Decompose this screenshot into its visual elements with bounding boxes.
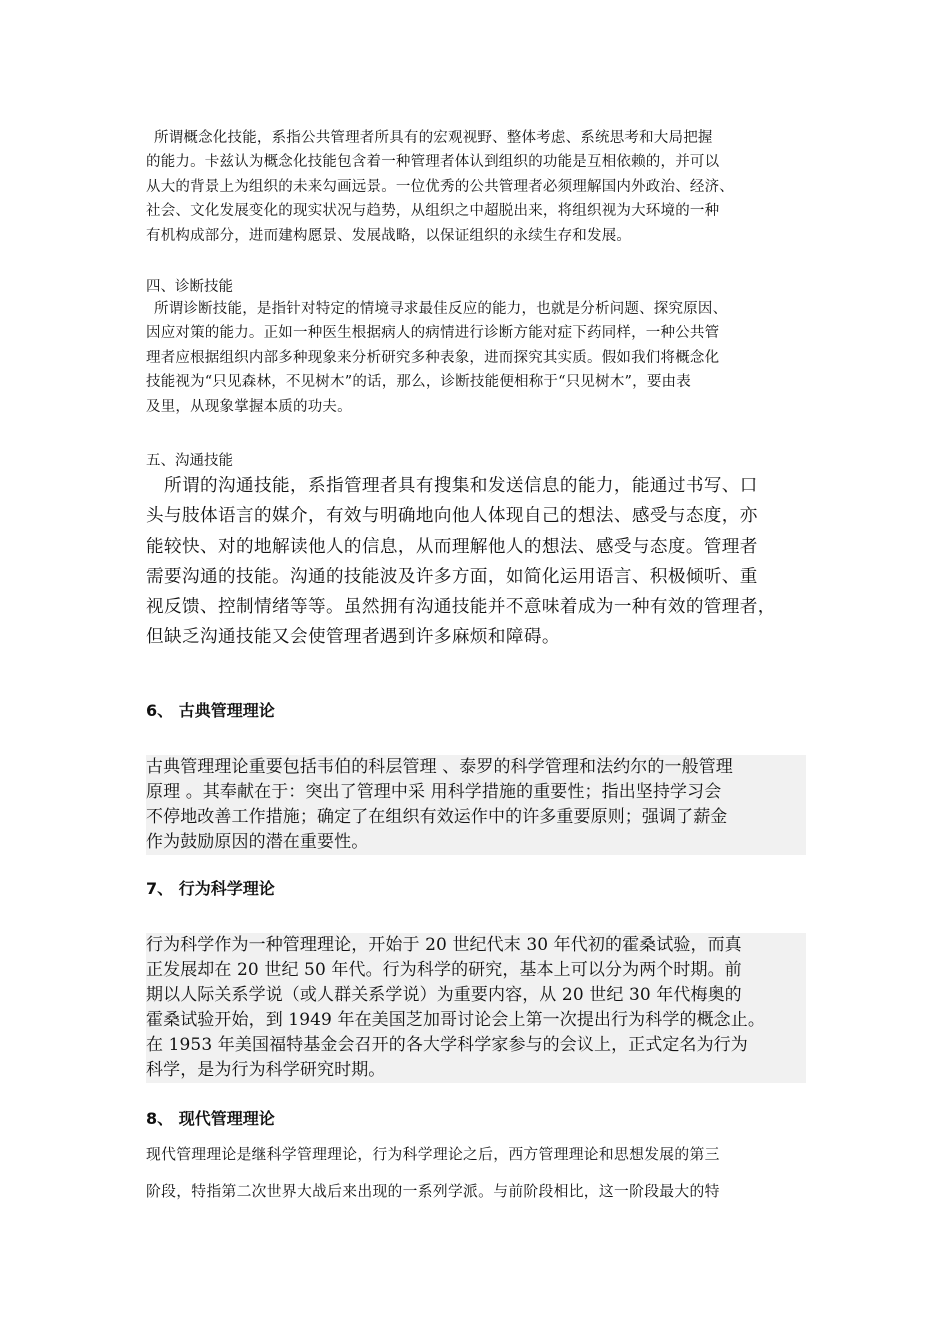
text-line: 技能视为“只见森林，不见树木”的话，那么，诊断技能便相称于“只见树木”，要由表 [146,374,691,391]
text-line: 理者应根据组织内部多种现象来分析研究多种表象，进而探究其实质。假如我们将概念化 [146,349,720,366]
text-line: 所谓的沟通技能，系指管理者具有搜集和发送信息的能力，能通过书写、口 [164,476,758,496]
text-line: 从大的背景上为组织的未来勾画远景。一位优秀的公共管理者必须理解国内外政治、经济、 [146,178,734,195]
text-line: 有机构成部分，进而建构愿景、发展战略，以保证组织的永续生存和发展。 [146,227,632,244]
text-line: 不停地改善工作措施；确定了在组织有效运作中的许多重要原则；强调了薪金 [146,807,728,827]
section-title-classical-theory: 6、 古典管理理论 [146,701,275,720]
text-line: 及里，从现象掌握本质的功夫。 [146,398,352,415]
heading-diagnostic-skill: 四、诊断技能 [146,279,233,295]
text-line: 但缺乏沟通技能又会使管理者遇到许多麻烦和障碍。 [146,627,560,648]
text-line: 阶段，特指第二次世界大战后来出现的一系列学派。与前阶段相比，这一阶段最大的特 [146,1183,720,1200]
text-line: 原理 。其奉献在于：突出了管理中采 用科学措施的重要性；指出坚持学习会 [146,782,722,802]
text-line: 在 1953 年美国福特基金会召开的各大学科学家参与的会议上，正式定名为行为 [146,1035,748,1055]
text-line: 所谓概念化技能，系指公共管理者所具有的宏观视野、整体考虑、系统思考和大局把握 [154,130,713,146]
section-title-modern-theory: 8、 现代管理理论 [146,1109,275,1128]
text-line: 科学，是为行为科学研究时期。 [146,1060,386,1080]
text-line: 视反馈、控制情绪等等。虽然拥有沟通技能并不意味着成为一种有效的管理者， [146,597,776,618]
text-line: 需要沟通的技能。沟通的技能波及许多方面，如简化运用语言、积极倾听、重 [146,566,758,587]
text-line: 霍桑试验开始，到 1949 年在美国芝加哥讨论会上第一次提出行为科学的概念止。 [146,1010,765,1030]
text-line: 社会、文化发展变化的现实状况与趋势，从组织之中超脱出来，将组织视为大环境的一种 [146,203,720,220]
text-line: 所谓诊断技能，是指针对特定的情境寻求最佳反应的能力，也就是分析问题、探究原因、 [154,301,728,317]
paragraph-behavioral-science [146,933,806,1083]
text-line: 正发展却在 20 世纪 50 年代。行为科学的研究，基本上可以分为两个时期。前 [146,960,742,980]
text-line: 头与肢体语言的媒介，有效与明确地向他人体现自己的想法、感受与态度，亦 [146,506,758,527]
paragraph-diagnostic-skill [146,297,826,419]
heading-communication-skill: 五、沟通技能 [146,453,233,469]
text-line: 期以人际关系学说（或人群关系学说）为重要内容，从 20 世纪 30 年代梅奥的 [146,985,742,1005]
paragraph-communication-skill [146,471,826,653]
text-line: 古典管理理论重要包括韦伯的科层管理 、泰罗的科学管理和法约尔的一般管理 [146,757,733,777]
paragraph-conceptual-skill [146,126,826,248]
paragraph-modern-theory [146,1136,816,1210]
paragraph-classical-theory [146,755,806,855]
section-title-behavioral-science: 7、 行为科学理论 [146,879,275,898]
text-line: 行为科学作为一种管理理论，开始于 20 世纪代末 30 年代初的霍桑试验，而真 [146,935,742,955]
text-line: 能较快、对的地解读他人的信息，从而理解他人的想法、感受与态度。管理者 [146,536,758,557]
text-line: 作为鼓励原因的潜在重要性。 [146,832,369,852]
text-line: 因应对策的能力。正如一种医生根据病人的病情进行诊断方能对症下药同样，一种公共管 [146,325,720,342]
text-line: 的能力。卡兹认为概念化技能包含着一种管理者体认到组织的功能是互相依赖的，并可以 [146,154,720,171]
text-line: 现代管理理论是继科学管理理论，行为科学理论之后，西方管理理论和思想发展的第三 [146,1146,720,1163]
